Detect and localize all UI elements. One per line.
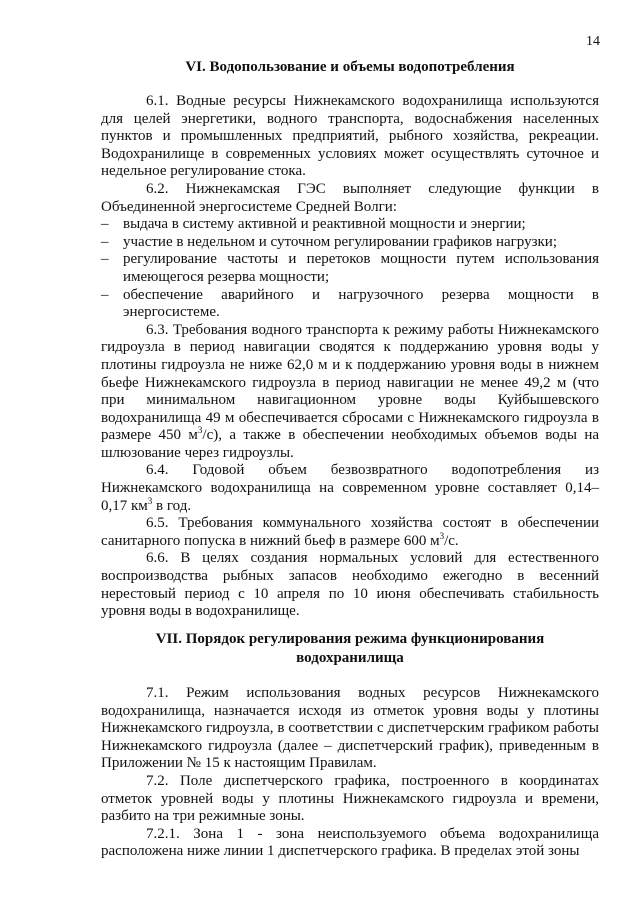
paragraph-6-3-text: 6.3. Требования водного транспорта к режиму работы Нижнекамского гидроузла в период навигации сводятся к поддержанию уровня воды у плотины гидроузла не ниже 62,0 м и к поддержанию уровня воды в нижнем бьефе Нижнекамского гидроузла в период навигации не менее 49,2 м (что при минимальном навигационном уровне воды Куйбышевского водохранилища 49 м обеспечивается сбросами с Нижнекамского гидроузла в размере 450 м — [101, 321, 599, 444]
list-item — [101, 251, 599, 286]
paragraph-7-1: 7.1. Режим использования водных ресурсов Нижнекамского водохранилища, назначается исходя из отметок уровня воды у плотины Нижнекамского гидроузла, в соответствии с диспетчерским графиком работы Нижнекамского гидроузла (далее – диспетчерский график), приведенным в Приложении № 15 к настоящим Правилам. — [101, 685, 599, 772]
list-item-text: участие в недельном и суточном регулировании графиков нагрузки; — [123, 233, 558, 250]
list-item-text: выдача в систему активной и реактивной мощности и энергии; — [123, 216, 526, 233]
superscript-3: 3 — [197, 425, 203, 436]
dash-marker: – — [101, 286, 109, 303]
section-7-title-line-2: водохранилища — [296, 650, 404, 666]
paragraph-6-4-tail: в год. — [152, 497, 192, 514]
section-6-title: VI. Водопользование и объемы водопотребления — [185, 59, 515, 75]
section-7-title — [100, 630, 600, 668]
dash-marker: – — [101, 251, 109, 268]
paragraph-6-5-text: 6.5. Требования коммунального хозяйства состоят в обеспечении санитарного попуска в нижний бьеф в размере 600 м — [101, 515, 599, 549]
list-item — [101, 287, 599, 322]
page-number: 14 — [586, 34, 600, 49]
paragraph-7-2-1: 7.2.1. Зона 1 - зона неиспользуемого объема водохранилища расположена ниже линии 1 диспетчерского графика. В пределах этой зоны — [101, 825, 599, 860]
paragraph-6-3-tail: /с), а также в обеспечении необходимых объемов воды на шлюзование через гидроузлы. — [101, 427, 600, 461]
paragraph-6-5-tail: /с. — [444, 532, 459, 549]
functions-list — [101, 216, 599, 322]
dash-marker: – — [101, 233, 109, 250]
list-item-text: регулирование частоты и перетоков мощности путем использования имеющегося резерва мощности; — [123, 251, 599, 285]
dash-marker: – — [101, 216, 109, 233]
paragraph-6-4-text: 6.4. Годовой объем безвозвратного водопотребления из Нижнекамского водохранилища на современном уровне составляет 0,14– 0,17 км — [101, 462, 599, 514]
paragraph-6-4 — [101, 462, 599, 515]
paragraph-7-2: 7.2. Поле диспетчерского графика, построенного в координатах отметок уровней воды у плотины Нижнекамского гидроузла и времени, разбито на три режимные зоны. — [101, 772, 599, 825]
section-6-body — [101, 93, 599, 621]
superscript-3: 3 — [147, 495, 153, 506]
list-item — [101, 234, 599, 252]
list-item — [101, 216, 599, 234]
superscript-3: 3 — [439, 530, 445, 541]
paragraph-6-1: 6.1. Водные ресурсы Нижнекамского водохранилища используются для целей энергетики, водного транспорта, водоснабжения населенных пунктов и промышленных предприятий, рыбного хозяйства, рекреации. Водохранилище в современных условиях может осуществлять суточное и недельное регулирование стока. — [101, 93, 599, 180]
paragraph-6-5 — [101, 515, 599, 550]
list-item-text: обеспечение аварийного и нагрузочного резерва мощности в энергосистеме. — [123, 286, 599, 321]
section-7-title-line-1: VII. Порядок регулирования режима функционирования — [155, 631, 545, 647]
paragraph-6-6: 6.6. В целях создания нормальных условий для естественного воспроизводства рыбных запасов необходимо ежегодно в весенний нерестовый период с 10 апреля по 10 июня обеспечивать стабильность уровня воды в водохранилище. — [101, 550, 599, 620]
section-7-body — [101, 685, 599, 861]
paragraph-6-3 — [101, 322, 599, 463]
paragraph-6-2: 6.2. Нижнекамская ГЭС выполняет следующие функции в Объединенной энергосистеме Средней Волги: — [101, 180, 599, 215]
